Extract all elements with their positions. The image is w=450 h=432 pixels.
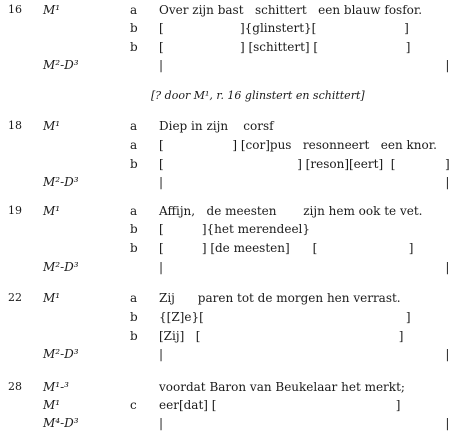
variant-letter: b xyxy=(130,329,138,343)
witness-siglum: M²-D³ xyxy=(43,175,79,189)
witness-siglum: M²-D³ xyxy=(43,347,79,361)
variant-text: Diep in zijn corsf xyxy=(159,119,274,133)
variant-text: [ ] [cor]pus resonneert een knor. xyxy=(159,138,437,152)
variant-letter: a xyxy=(130,119,138,133)
variant-letter: a xyxy=(130,291,138,305)
variant-letter: b xyxy=(130,222,138,236)
variant-text: Affijn, de meesten zijn hem ook te vet. xyxy=(159,204,423,218)
variant-text: Zij paren tot de morgen hen verrast. xyxy=(159,291,401,305)
witness-siglum: M¹-³ xyxy=(43,380,69,394)
line-number: 28 xyxy=(8,380,22,393)
variant-text: [ ]{het merendeel} xyxy=(159,222,311,236)
variant-text: eer[dat] [ ] xyxy=(159,398,401,412)
line-number: 18 xyxy=(8,119,22,132)
witness-siglum: M¹ xyxy=(43,119,61,133)
continuation-marker: | | xyxy=(159,416,450,430)
continuation-marker: | | xyxy=(159,347,450,361)
variant-letter: a xyxy=(130,3,138,17)
witness-siglum: M¹ xyxy=(43,291,61,305)
variant-text: {[Z]e}[ ] xyxy=(159,310,411,324)
witness-siglum: M²-D³ xyxy=(43,260,79,274)
variant-text: [ ] [de meesten] [ ] xyxy=(159,241,414,255)
variant-letter: b xyxy=(130,310,138,324)
continuation-marker: | | xyxy=(159,260,450,274)
witness-siglum: M²-D³ xyxy=(43,58,79,72)
variant-letter: a xyxy=(130,138,138,152)
variant-text: Over zijn bast schittert een blauw fosfor. xyxy=(159,3,423,17)
variant-letter: c xyxy=(130,398,137,412)
witness-siglum: M¹ xyxy=(43,3,61,17)
variant-text: [Zij] [ ] xyxy=(159,329,404,343)
variant-letter: b xyxy=(130,157,138,171)
variant-text: [ ] [schittert] [ ] xyxy=(159,40,411,54)
variant-letter: b xyxy=(130,40,138,54)
line-number: 19 xyxy=(8,204,22,217)
variant-letter: b xyxy=(130,241,138,255)
continuation-marker: | | xyxy=(159,175,450,189)
witness-siglum: M⁴-D³ xyxy=(43,416,79,430)
witness-siglum: M¹ xyxy=(43,204,61,218)
variant-text: voordat Baron van Beukelaar het merkt; xyxy=(159,380,405,394)
variant-letter: a xyxy=(130,204,138,218)
line-number: 22 xyxy=(8,291,22,304)
variant-text: [ ] [reson][eert] [ ] xyxy=(159,157,450,171)
witness-siglum: M¹ xyxy=(43,398,61,412)
variant-text: [ ]{glinstert}[ ] xyxy=(159,21,409,35)
variant-letter: b xyxy=(130,21,138,35)
editorial-note: [? door M¹, r. 16 glinstert en schittert] xyxy=(151,89,365,102)
line-number: 16 xyxy=(8,3,22,16)
continuation-marker: | | xyxy=(159,58,450,72)
